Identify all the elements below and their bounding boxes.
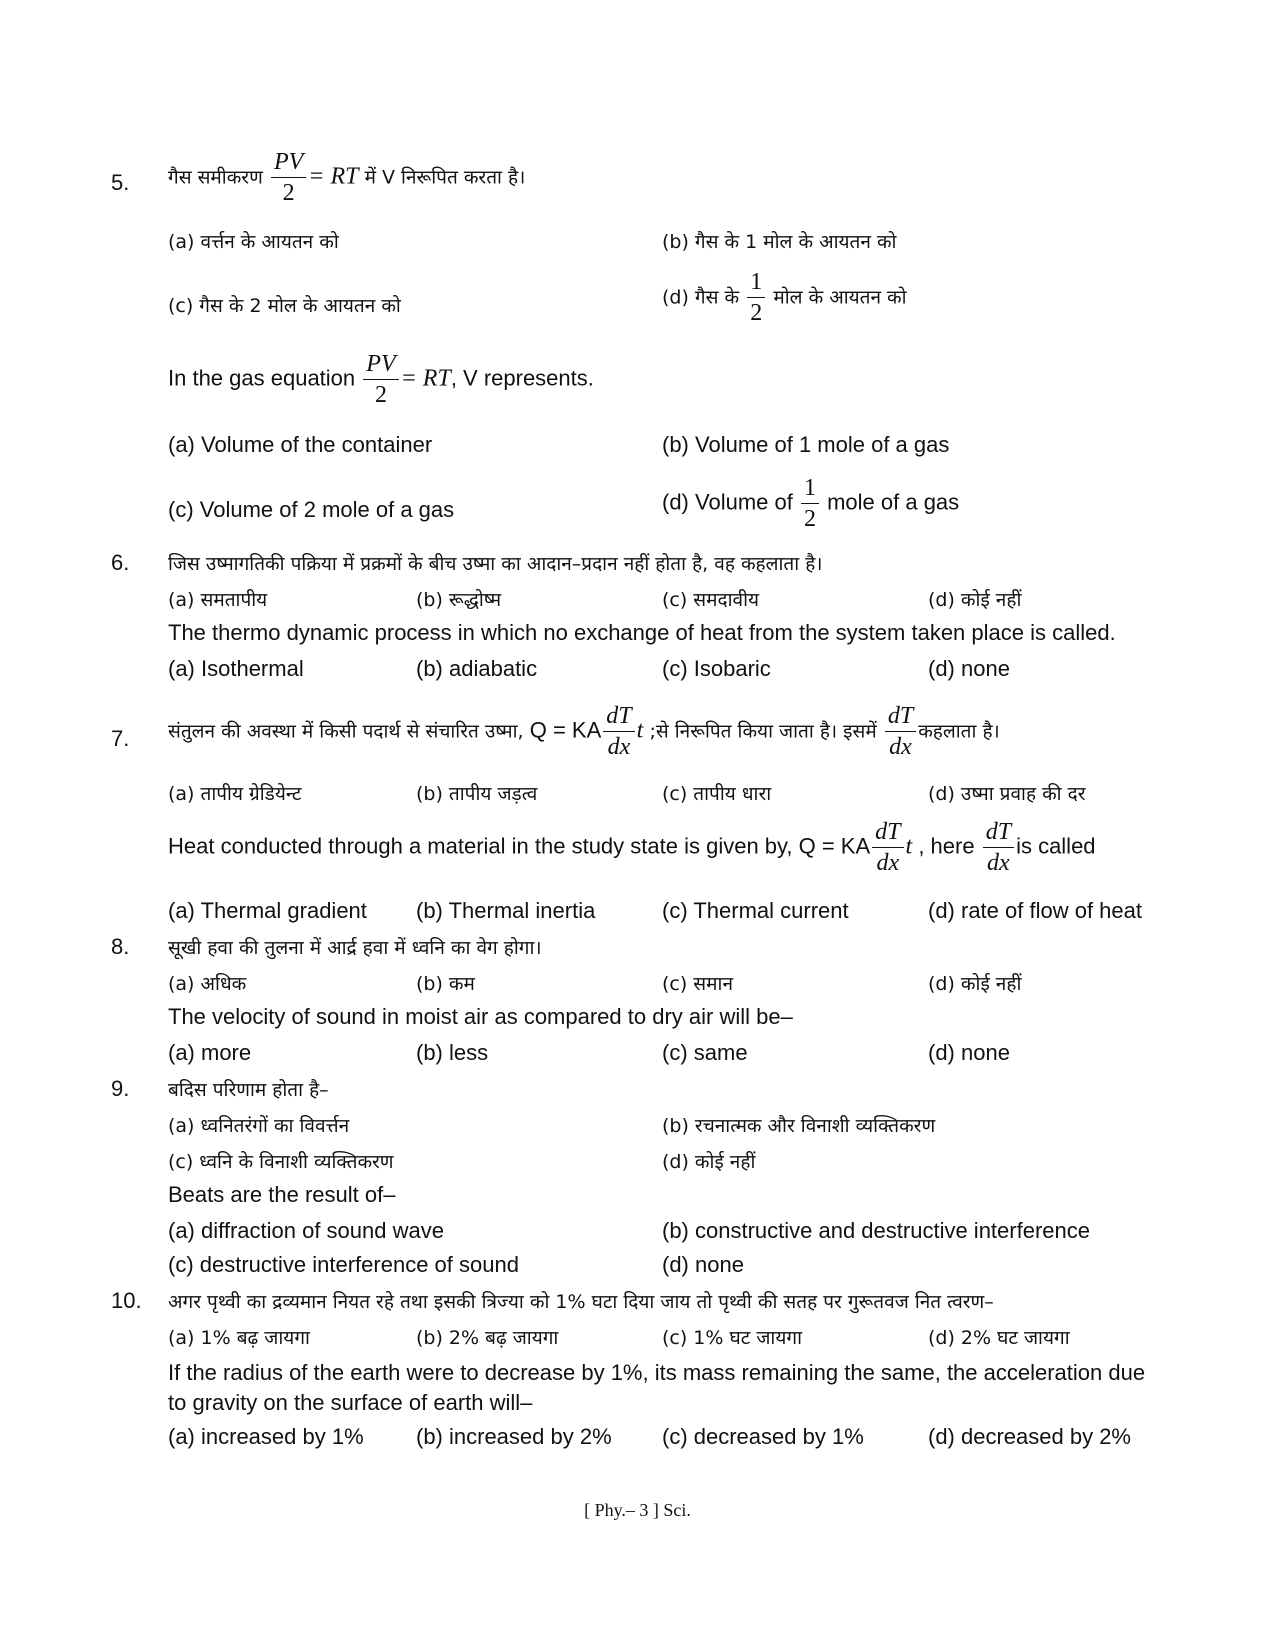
q8-hi-option-c: (c) समान <box>662 973 733 995</box>
q6-number: 6. <box>111 550 130 575</box>
q7-en-option-d: (d) rate of flow of heat <box>928 898 1142 923</box>
q6-hi-option-b: (b) रूद्धोष्म <box>416 589 502 611</box>
q10-hindi-question: अगर पृथ्वी का द्रव्यमान नियत रहे तथा इसकी त्रिज्या को 1% घटा दिया जाय तो पृथ्वी की सतह पर गुरूतवज नित त्वरण– <box>168 1291 994 1313</box>
q8-en-option-d: (d) none <box>928 1040 1010 1065</box>
q5-hindi-question <box>168 150 525 205</box>
q5-number: 5. <box>111 170 130 195</box>
q6-english-question: The thermo dynamic process in which no exchange of heat from the system taken place is called. <box>168 620 1116 645</box>
q6-hi-option-a: (a) समतापीय <box>168 589 268 611</box>
q5-eq: = RT <box>308 163 359 190</box>
q9-hindi-question: बदिस परिणाम होता है– <box>168 1079 329 1101</box>
q10-en-option-d: (d) decreased by 2% <box>928 1424 1131 1449</box>
q8-en-option-c: (c) same <box>662 1040 748 1065</box>
q6-hi-option-c: (c) समदावीय <box>662 589 760 611</box>
q10-hi-option-b: (b) 2% बढ़ जायगा <box>416 1327 559 1349</box>
q8-en-option-a: (a) more <box>168 1040 252 1065</box>
q10-number: 10. <box>111 1288 142 1313</box>
q5-en-fraction: $\frac{PV}{2}$ <box>363 352 398 407</box>
q10-en-option-b: (b) increased by 2% <box>416 1424 612 1449</box>
q7-hi-fraction-1: $\frac{dT}{dx}$ <box>603 704 634 759</box>
q10-en-option-c: (c) decreased by 1% <box>662 1424 864 1449</box>
q8-number: 8. <box>111 934 130 959</box>
q10-hi-option-d: (d) 2% घट जायगा <box>928 1327 1070 1349</box>
q5-en-d-fraction: $\frac{1}{2}$ <box>801 476 819 531</box>
q8-hindi-question: सूखी हवा की तुलना में आर्द्र हवा में ध्वनि का वेग होगा। <box>168 937 542 959</box>
q7-hi-option-a: (a) तापीय ग्रेडियेन्ट <box>168 783 302 805</box>
q6-hindi-question: जिस उष्मागतिकी पक्रिया में प्रक्रमों के बीच उष्मा का आदान–प्रदान नहीं होता है, वह कहलाता है। <box>168 553 823 575</box>
q10-en-option-a: (a) increased by 1% <box>168 1424 364 1449</box>
q7-hindi-question: संतुलन की अवस्था में किसी पदार्थ से संचारित उष्मा, Q = KA $\frac{dT}{dx}$ t ;से निरूपित किया जाता है। इसमें $\frac{dT}{dx}$ कहलाता है। <box>168 703 1000 760</box>
q9-en-option-d: (d) none <box>662 1252 744 1277</box>
q7-hi-option-c: (c) तापीय धारा <box>662 783 772 805</box>
q9-number: 9. <box>111 1076 130 1101</box>
q9-en-option-c: (c) destructive interference of sound <box>168 1252 519 1277</box>
q7-hi-option-b: (b) तापीय जड़त्व <box>416 783 538 805</box>
q10-english-question-line2: to gravity on the surface of earth will– <box>168 1390 533 1415</box>
q6-en-option-d: (d) none <box>928 656 1010 681</box>
q8-english-question: The velocity of sound in moist air as compared to dry air will be– <box>168 1004 793 1029</box>
q7-en-option-c: (c) Thermal current <box>662 898 849 923</box>
q5-en-option-b: (b) Volume of 1 mole of a gas <box>662 432 950 457</box>
q9-hi-option-d: (d) कोई नहीं <box>662 1151 756 1173</box>
q7-en-fraction-1: $\frac{dT}{dx}$ <box>872 820 903 875</box>
q7-en-option-a: (a) Thermal gradient <box>168 898 367 923</box>
q9-hi-option-c: (c) ध्वनि के विनाशी व्यक्तिकरण <box>168 1151 394 1173</box>
q8-hi-option-d: (d) कोई नहीं <box>928 973 1022 995</box>
q9-hi-option-b: (b) रचनात्मक और विनाशी व्यक्तिकरण <box>662 1115 936 1137</box>
q5-hi-option-c: (c) गैस के 2 मोल के आयतन को <box>168 295 401 317</box>
q5-hi-pre: गैस समीकरण <box>168 166 263 189</box>
q10-english-question-line1: If the radius of the earth were to decrease by 1%, its mass remaining the same, the acceleration due <box>168 1360 1146 1385</box>
q7-en-fraction-2: $\frac{dT}{dx}$ <box>983 820 1014 875</box>
q9-hi-option-a: (a) ध्वनितरंगों का विवर्त्तन <box>168 1115 350 1137</box>
q10-hi-option-c: (c) 1% घट जायगा <box>662 1327 802 1349</box>
q7-english-question: Heat conducted through a material in the study state is given by, Q = KA $\frac{dT}{dx}$ t , here $\frac{dT}{dx}$ is called <box>168 819 1096 876</box>
q5-hi-option-a: (a) वर्त्तन के आयतन को <box>168 231 339 253</box>
q5-en-option-c: (c) Volume of 2 mole of a gas <box>168 497 455 522</box>
q8-hi-option-a: (a) अधिक <box>168 973 247 995</box>
q5-hi-d-fraction: $\frac{1}{2}$ <box>747 270 765 325</box>
q5-english-question: In the gas equation $\frac{PV}{2}$ = RT, V represents. <box>168 351 594 408</box>
q7-en-option-b: (b) Thermal inertia <box>416 898 596 923</box>
q8-en-option-b: (b) less <box>416 1040 489 1065</box>
q6-hi-option-d: (d) कोई नहीं <box>928 589 1022 611</box>
q10-hi-option-a: (a) 1% बढ़ जायगा <box>168 1327 310 1349</box>
q5-hi-option-b: (b) गैस के 1 मोल के आयतन को <box>662 231 897 253</box>
q5-en-option-a: (a) Volume of the container <box>168 432 433 457</box>
q9-en-option-b: (b) constructive and destructive interference <box>662 1218 1090 1243</box>
q8-hi-option-b: (b) कम <box>416 973 475 995</box>
page-footer: [ Phy.– 3 ] Sci. <box>584 1500 691 1520</box>
q5-en-option-d: (d) Volume of $\frac{1}{2}$ mole of a gas <box>662 475 960 532</box>
q6-en-option-b: (b) adiabatic <box>416 656 538 681</box>
q9-english-question: Beats are the result of– <box>168 1182 396 1207</box>
q6-en-option-c: (c) Isobaric <box>662 656 771 681</box>
q7-number: 7. <box>111 726 130 751</box>
q5-hi-post: में V निरूपित करता है। <box>364 166 526 189</box>
q7-hi-option-d: (d) उष्मा प्रवाह की दर <box>928 783 1086 805</box>
q7-hi-fraction-2: $\frac{dT}{dx}$ <box>885 704 916 759</box>
q9-en-option-a: (a) diffraction of sound wave <box>168 1218 444 1243</box>
q6-en-option-a: (a) Isothermal <box>168 656 304 681</box>
q5-hi-option-d: (d) गैस के $\frac{1}{2}$ मोल के आयतन को <box>662 269 907 326</box>
q5-fraction: $\frac{PV}{2}$ <box>271 150 306 205</box>
